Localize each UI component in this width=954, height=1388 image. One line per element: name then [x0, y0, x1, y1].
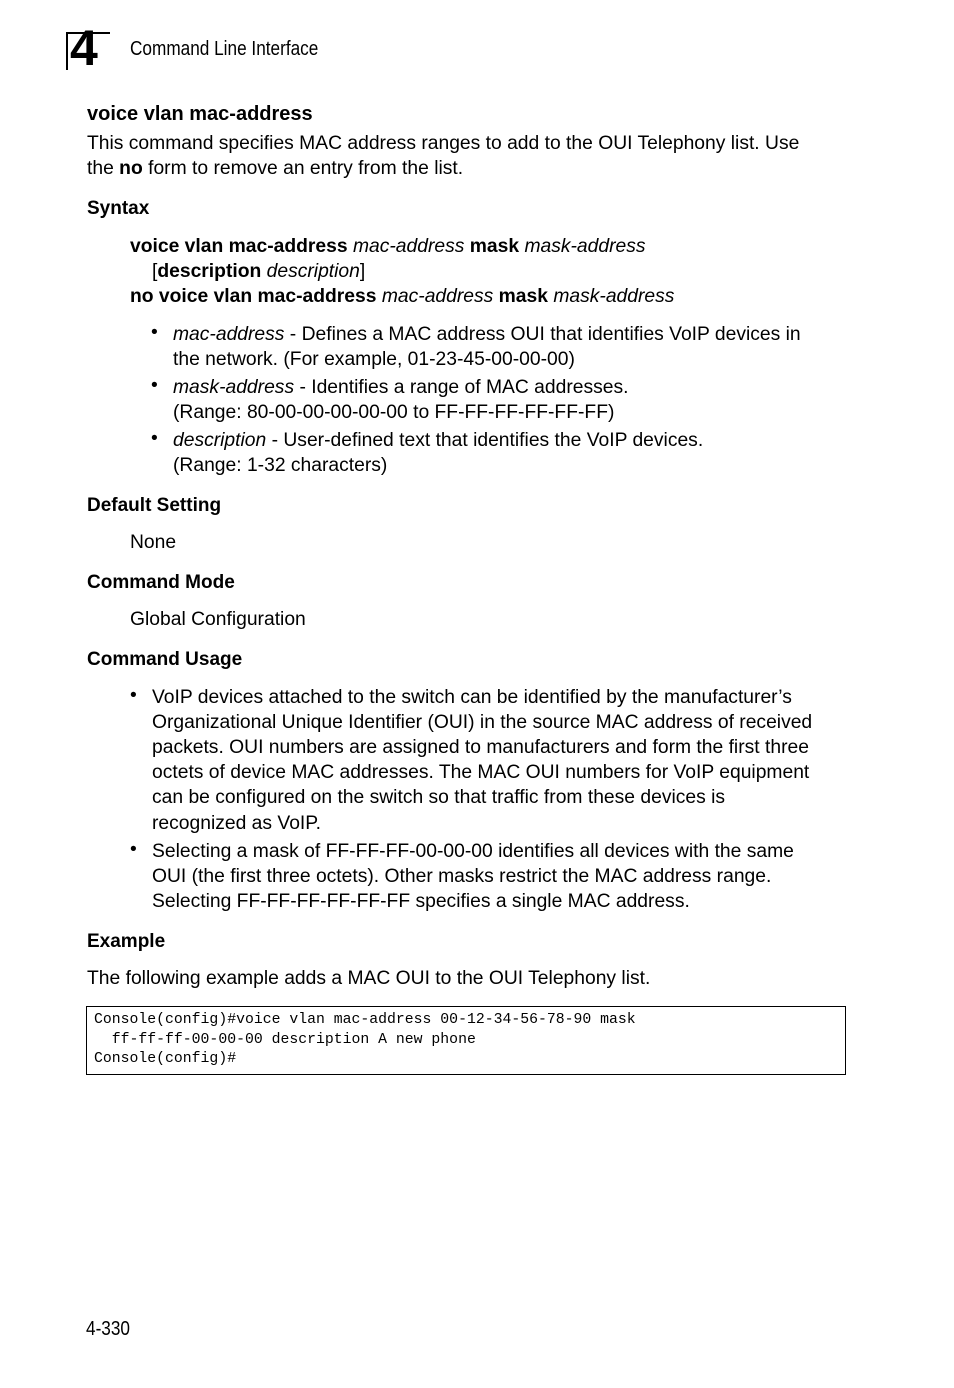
code-line: Console(config)# — [94, 1051, 237, 1068]
param-line-1 — [173, 375, 628, 400]
usage-line: recognized as VoIP. — [152, 813, 322, 834]
running-title: Command Line Interface — [130, 38, 319, 60]
param-name: mac-address — [173, 324, 285, 345]
param-line-1 — [173, 428, 703, 453]
usage-line: octets of device MAC addresses. The MAC OUI numbers for VoIP equipment — [152, 762, 810, 783]
code-line: ff-ff-ff-00-00-00 description A new phone — [94, 1031, 476, 1048]
command-mode-heading: Command Mode — [87, 572, 235, 593]
param-line-2: (Range: 1-32 characters) — [173, 455, 388, 476]
bullet-icon: • — [130, 839, 137, 860]
syntax-kw: mask — [469, 236, 520, 257]
usage-line: Selecting FF-FF-FF-FF-FF-FF specifies a single MAC address. — [152, 891, 690, 912]
description-keyword: no — [119, 158, 143, 179]
example-heading: Example — [87, 931, 166, 952]
param-line-2: (Range: 80-00-00-00-00-00 to FF-FF-FF-FF-FF-FF) — [173, 402, 615, 423]
usage-line: Selecting a mask of FF-FF-FF-00-00-00 identifies all devices with the same — [152, 841, 794, 862]
command-usage-heading: Command Usage — [87, 649, 243, 670]
param-name: mask-address — [173, 377, 295, 398]
default-setting-heading: Default Setting — [87, 495, 222, 516]
usage-line: packets. OUI numbers are assigned to manufacturers and form the first three — [152, 737, 809, 758]
syntax-heading: Syntax — [87, 198, 150, 219]
syntax-arg: description — [266, 261, 360, 282]
syntax-arg: mac-address — [352, 236, 465, 257]
page-number: 4-330 — [86, 1318, 130, 1340]
default-setting-value: None — [130, 532, 177, 553]
syntax-kw: no voice vlan mac-address — [130, 286, 377, 307]
usage-line: VoIP devices attached to the switch can be identified by the manufacturer’s — [152, 687, 792, 708]
description-pre: the — [87, 158, 120, 179]
command-title: voice vlan mac-address — [87, 103, 313, 125]
param-desc: - Defines a MAC address OUI that identifies VoIP devices in — [284, 324, 801, 345]
syntax-kw: voice vlan mac-address — [130, 236, 348, 257]
chapter-number: 4 — [70, 20, 98, 76]
param-desc: - User-defined text that identifies the VoIP devices. — [266, 430, 704, 451]
bracket-open: [ — [152, 261, 158, 282]
description-post: form to remove an entry from the list. — [142, 158, 464, 179]
param-line-2: the network. (For example, 01-23-45-00-00-00) — [173, 349, 575, 370]
description-line-2 — [87, 156, 463, 181]
bullet-icon: • — [151, 428, 158, 449]
usage-line: Organizational Unique Identifier (OUI) in the source MAC address of received — [152, 712, 813, 733]
syntax-line-1 — [130, 234, 646, 259]
param-desc: - Identifies a range of MAC addresses. — [294, 377, 629, 398]
syntax-kw: mask — [498, 286, 548, 307]
syntax-kw: description — [157, 261, 262, 282]
param-line-1 — [173, 322, 801, 347]
code-example-box — [86, 1006, 846, 1075]
bullet-icon: • — [151, 375, 158, 396]
usage-line: can be configured on the switch so that traffic from these devices is — [152, 787, 726, 808]
syntax-line-2 — [152, 259, 365, 284]
example-intro: The following example adds a MAC OUI to the OUI Telephony list. — [87, 968, 651, 989]
description-line-1: This command specifies MAC address ranges to add to the OUI Telephony list. Use — [87, 133, 800, 154]
bullet-icon: • — [151, 322, 158, 343]
usage-line: OUI (the first three octets). Other masks restrict the MAC address range. — [152, 866, 772, 887]
syntax-arg: mask-address — [553, 286, 675, 307]
param-name: description — [173, 430, 267, 451]
syntax-arg: mask-address — [524, 236, 646, 257]
bracket-close: ] — [359, 261, 366, 282]
chapter-tab — [66, 20, 110, 76]
command-mode-value: Global Configuration — [130, 609, 306, 630]
syntax-arg: mac-address — [381, 286, 494, 307]
code-line: Console(config)#voice vlan mac-address 00-12-34-56-78-90 mask — [94, 1012, 636, 1028]
syntax-line-3 — [130, 284, 674, 309]
bullet-icon: • — [130, 685, 137, 706]
code-example — [94, 1011, 636, 1070]
